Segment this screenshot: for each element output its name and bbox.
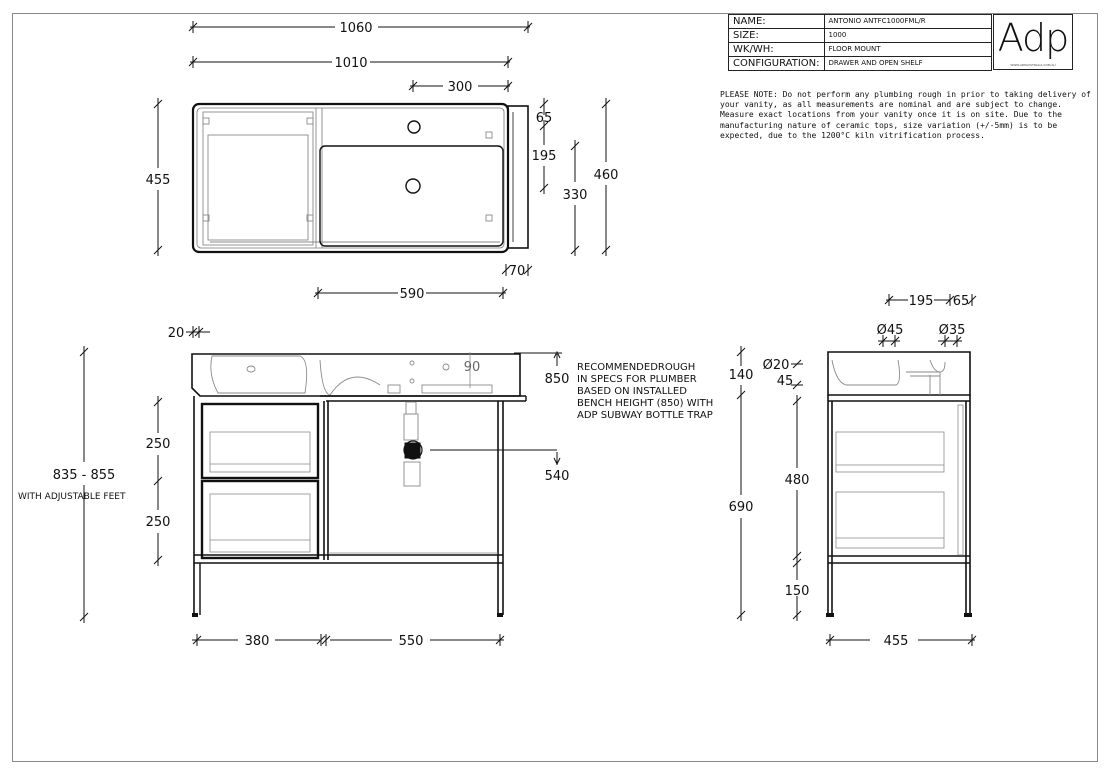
title-row-value: FLOOR MOUNT bbox=[824, 43, 991, 57]
disclaimer-note: PLEASE NOTE: Do not perform any plumbing rough in prior to taking delivery of your vanity, as all measurements are nominal and are subject to change. Measure exact locations from your vanity once it is on site. Due to the manufacturing nature of ceramic tops, size variation (+/-5mm) is to be expected, due to the 1200°C kiln vitrification process. bbox=[720, 90, 1091, 140]
dim-1010: 1010 bbox=[334, 56, 368, 71]
dim-1060: 1060 bbox=[339, 21, 373, 36]
plumbing-note-line: RECOMMENDEDROUGH bbox=[577, 362, 696, 373]
title-row bbox=[729, 43, 992, 57]
title-row-label: WK/WH: bbox=[729, 43, 825, 57]
title-row bbox=[729, 29, 992, 43]
dim-540: 540 bbox=[544, 469, 570, 484]
front-dimension-labels bbox=[53, 326, 570, 649]
dim-330: 330 bbox=[562, 188, 588, 203]
adp-logo: Adp bbox=[997, 16, 1069, 60]
title-row-label: SIZE: bbox=[729, 29, 825, 43]
dim-195-side: 195 bbox=[908, 294, 934, 309]
dim-835-855: 835 - 855 bbox=[52, 468, 116, 483]
dim-45-side: 45 bbox=[776, 374, 794, 389]
plumbing-note-line: ADP SUBWAY BOTTLE TRAP bbox=[577, 410, 713, 421]
dim-195: 195 bbox=[531, 149, 557, 164]
title-table bbox=[728, 14, 992, 71]
dim-dia-45: Ø45 bbox=[876, 323, 904, 338]
dim-250-bottom: 250 bbox=[145, 515, 171, 530]
title-block bbox=[728, 14, 992, 71]
dim-300: 300 bbox=[447, 80, 473, 95]
side-view bbox=[737, 294, 976, 646]
dim-380: 380 bbox=[244, 634, 270, 649]
dim-65-side: 65 bbox=[952, 294, 970, 309]
dim-250-top: 250 bbox=[145, 437, 171, 452]
dim-dia-35: Ø35 bbox=[938, 323, 966, 338]
title-row-value: DRAWER AND OPEN SHELF bbox=[824, 57, 991, 71]
title-row-label: NAME: bbox=[729, 15, 825, 29]
plumbing-note bbox=[577, 362, 737, 422]
dim-550: 550 bbox=[398, 634, 424, 649]
dim-65: 65 bbox=[535, 111, 553, 126]
side-dimension-labels bbox=[729, 294, 970, 649]
dim-590: 590 bbox=[399, 287, 425, 302]
title-row bbox=[729, 15, 992, 29]
front-view bbox=[80, 326, 562, 646]
dim-140: 140 bbox=[728, 368, 754, 383]
dim-20: 20 bbox=[167, 326, 185, 341]
dim-460: 460 bbox=[593, 168, 619, 183]
title-row-value: ANTONIO ANTFC1000FML/R bbox=[824, 15, 991, 29]
logo-url: WWW.ADPAUSTRALIA.COM.AU bbox=[1010, 63, 1056, 67]
dim-150: 150 bbox=[784, 584, 810, 599]
dim-90: 90 bbox=[463, 360, 481, 375]
title-row-value: 1000 bbox=[824, 29, 991, 43]
dim-480: 480 bbox=[784, 473, 810, 488]
title-row bbox=[729, 57, 992, 71]
title-row-label: CONFIGURATION: bbox=[729, 57, 825, 71]
dim-690: 690 bbox=[728, 500, 754, 515]
logo-box bbox=[993, 14, 1073, 70]
dim-455-plan: 455 bbox=[145, 173, 171, 188]
adjustable-feet-label: WITH ADJUSTABLE FEET bbox=[18, 492, 126, 502]
dim-70: 70 bbox=[508, 264, 526, 279]
plumbing-note-line: IN SPECS FOR PLUMBER bbox=[577, 374, 697, 385]
dim-455-side: 455 bbox=[883, 634, 909, 649]
plumbing-note-line: BASED ON INSTALLED bbox=[577, 386, 687, 397]
dim-dia-20: Ø20 bbox=[762, 358, 790, 373]
plumbing-note-line: BENCH HEIGHT (850) WITH bbox=[577, 398, 714, 409]
dim-850: 850 bbox=[544, 372, 570, 387]
plan-dimension-labels bbox=[146, 21, 619, 302]
